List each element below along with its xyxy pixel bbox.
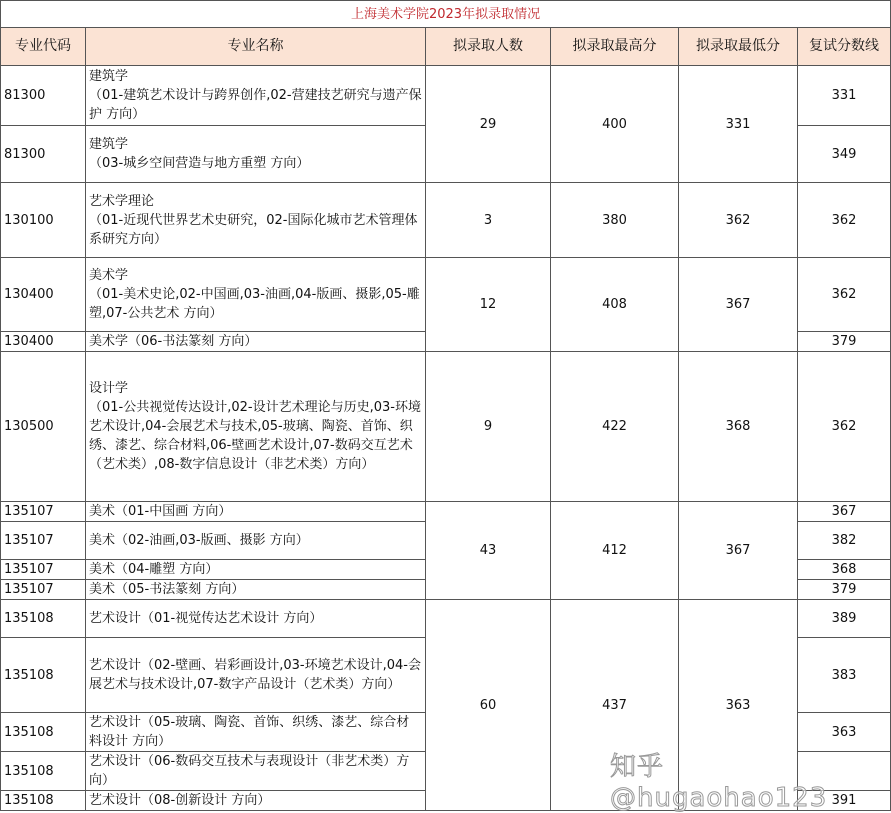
major-name: 设计学 （01-公共视觉传达设计,02-设计艺术理论与历史,03-环境艺术设计,04-会展艺术与技术,05-玻璃、陶瓷、首饰、织绣、漆艺、综合材料,06-壁画艺术设计,07-数码交互艺术（艺术类）,08-数字信息设计（非艺术类）方向）: [86, 352, 426, 502]
major-name: 美术（02-油画,03-版画、摄影 方向）: [86, 522, 426, 560]
major-name: 美术学（06-书法篆刻 方向）: [86, 332, 426, 352]
max-score: 400: [551, 66, 679, 183]
retest-line: 379: [798, 332, 891, 352]
major-code: 135108: [1, 638, 86, 713]
major-name: 艺术设计（08-创新设计 方向）: [86, 791, 426, 811]
header-max: 拟录取最高分: [551, 28, 679, 66]
major-code: 135108: [1, 713, 86, 752]
retest-line: 362: [798, 258, 891, 332]
max-score: 422: [551, 352, 679, 502]
retest-line: 363: [798, 713, 891, 752]
major-name: 艺术学理论 （01-近现代世界艺术史研究，02-国际化城市艺术管理体系研究方向）: [86, 183, 426, 258]
max-score: 408: [551, 258, 679, 352]
major-code: 135107: [1, 502, 86, 522]
max-score: 437: [551, 600, 679, 811]
major-code: 81300: [1, 66, 86, 126]
retest-line: 383: [798, 638, 891, 713]
major-name: 艺术设计（02-壁画、岩彩画设计,03-环境艺术设计,04-会展艺术与技术设计,07-数字产品设计（艺术类）方向）: [86, 638, 426, 713]
min-score: 368: [679, 352, 798, 502]
major-code: 135108: [1, 791, 86, 811]
retest-line: 349: [798, 126, 891, 183]
admit-count: 60: [426, 600, 551, 811]
min-score: 362: [679, 183, 798, 258]
max-score: 380: [551, 183, 679, 258]
watermark: 知乎 @hugaohao123: [610, 752, 828, 813]
major-code: 130100: [1, 183, 86, 258]
major-code: 135107: [1, 522, 86, 560]
admit-count: 9: [426, 352, 551, 502]
max-score: 412: [551, 502, 679, 600]
retest-line: 391: [798, 791, 891, 811]
header-code: 专业代码: [1, 28, 86, 66]
retest-line: 382: [798, 522, 891, 560]
major-code: 130400: [1, 258, 86, 332]
major-name: 美术（05-书法篆刻 方向）: [86, 580, 426, 600]
retest-line: 389: [798, 600, 891, 638]
retest-line: 362: [798, 183, 891, 258]
major-code: 135107: [1, 560, 86, 580]
major-name: 艺术设计（06-数码交互技术与表现设计（非艺术类）方向）: [86, 752, 426, 791]
header-min: 拟录取最低分: [679, 28, 798, 66]
retest-line: 331: [798, 66, 891, 126]
admit-count: 12: [426, 258, 551, 352]
min-score: 367: [679, 502, 798, 600]
major-code: 135107: [1, 580, 86, 600]
min-score: 367: [679, 258, 798, 352]
major-code: 135108: [1, 752, 86, 791]
major-name: 艺术设计（05-玻璃、陶瓷、首饰、织绣、漆艺、综合材料设计 方向）: [86, 713, 426, 752]
admit-count: 3: [426, 183, 551, 258]
table-row: [1, 352, 891, 502]
major-name: 美术（04-雕塑 方向）: [86, 560, 426, 580]
major-code: 81300: [1, 126, 86, 183]
table-row: [1, 183, 891, 258]
header-line: 复试分数线: [798, 28, 891, 66]
major-code: 130400: [1, 332, 86, 352]
major-name: 美术（01-中国画 方向）: [86, 502, 426, 522]
major-code: 130500: [1, 352, 86, 502]
header-name: 专业名称: [86, 28, 426, 66]
major-name: 美术学 （01-美术史论,02-中国画,03-油画,04-版画、摄影,05-雕塑,07-公共艺术 方向）: [86, 258, 426, 332]
major-name: 艺术设计（01-视觉传达艺术设计 方向）: [86, 600, 426, 638]
header-count: 拟录取人数: [426, 28, 551, 66]
admit-count: 43: [426, 502, 551, 600]
min-score: 363: [679, 600, 798, 811]
min-score: 331: [679, 66, 798, 183]
retest-line: 367: [798, 502, 891, 522]
retest-line: 368: [798, 560, 891, 580]
retest-line: 379: [798, 580, 891, 600]
table-row: [1, 66, 891, 126]
table-title: 上海美术学院2023年拟录取情况: [1, 1, 891, 28]
major-code: 135108: [1, 600, 86, 638]
table-row: [1, 600, 891, 638]
major-name: 建筑学 （03-城乡空间营造与地方重塑 方向）: [86, 126, 426, 183]
admit-count: 29: [426, 66, 551, 183]
table-row: [1, 258, 891, 332]
table-row: [1, 502, 891, 522]
retest-line: 362: [798, 352, 891, 502]
major-name: 建筑学 （01-建筑艺术设计与跨界创作,02-营建技艺研究与遗产保护 方向）: [86, 66, 426, 126]
